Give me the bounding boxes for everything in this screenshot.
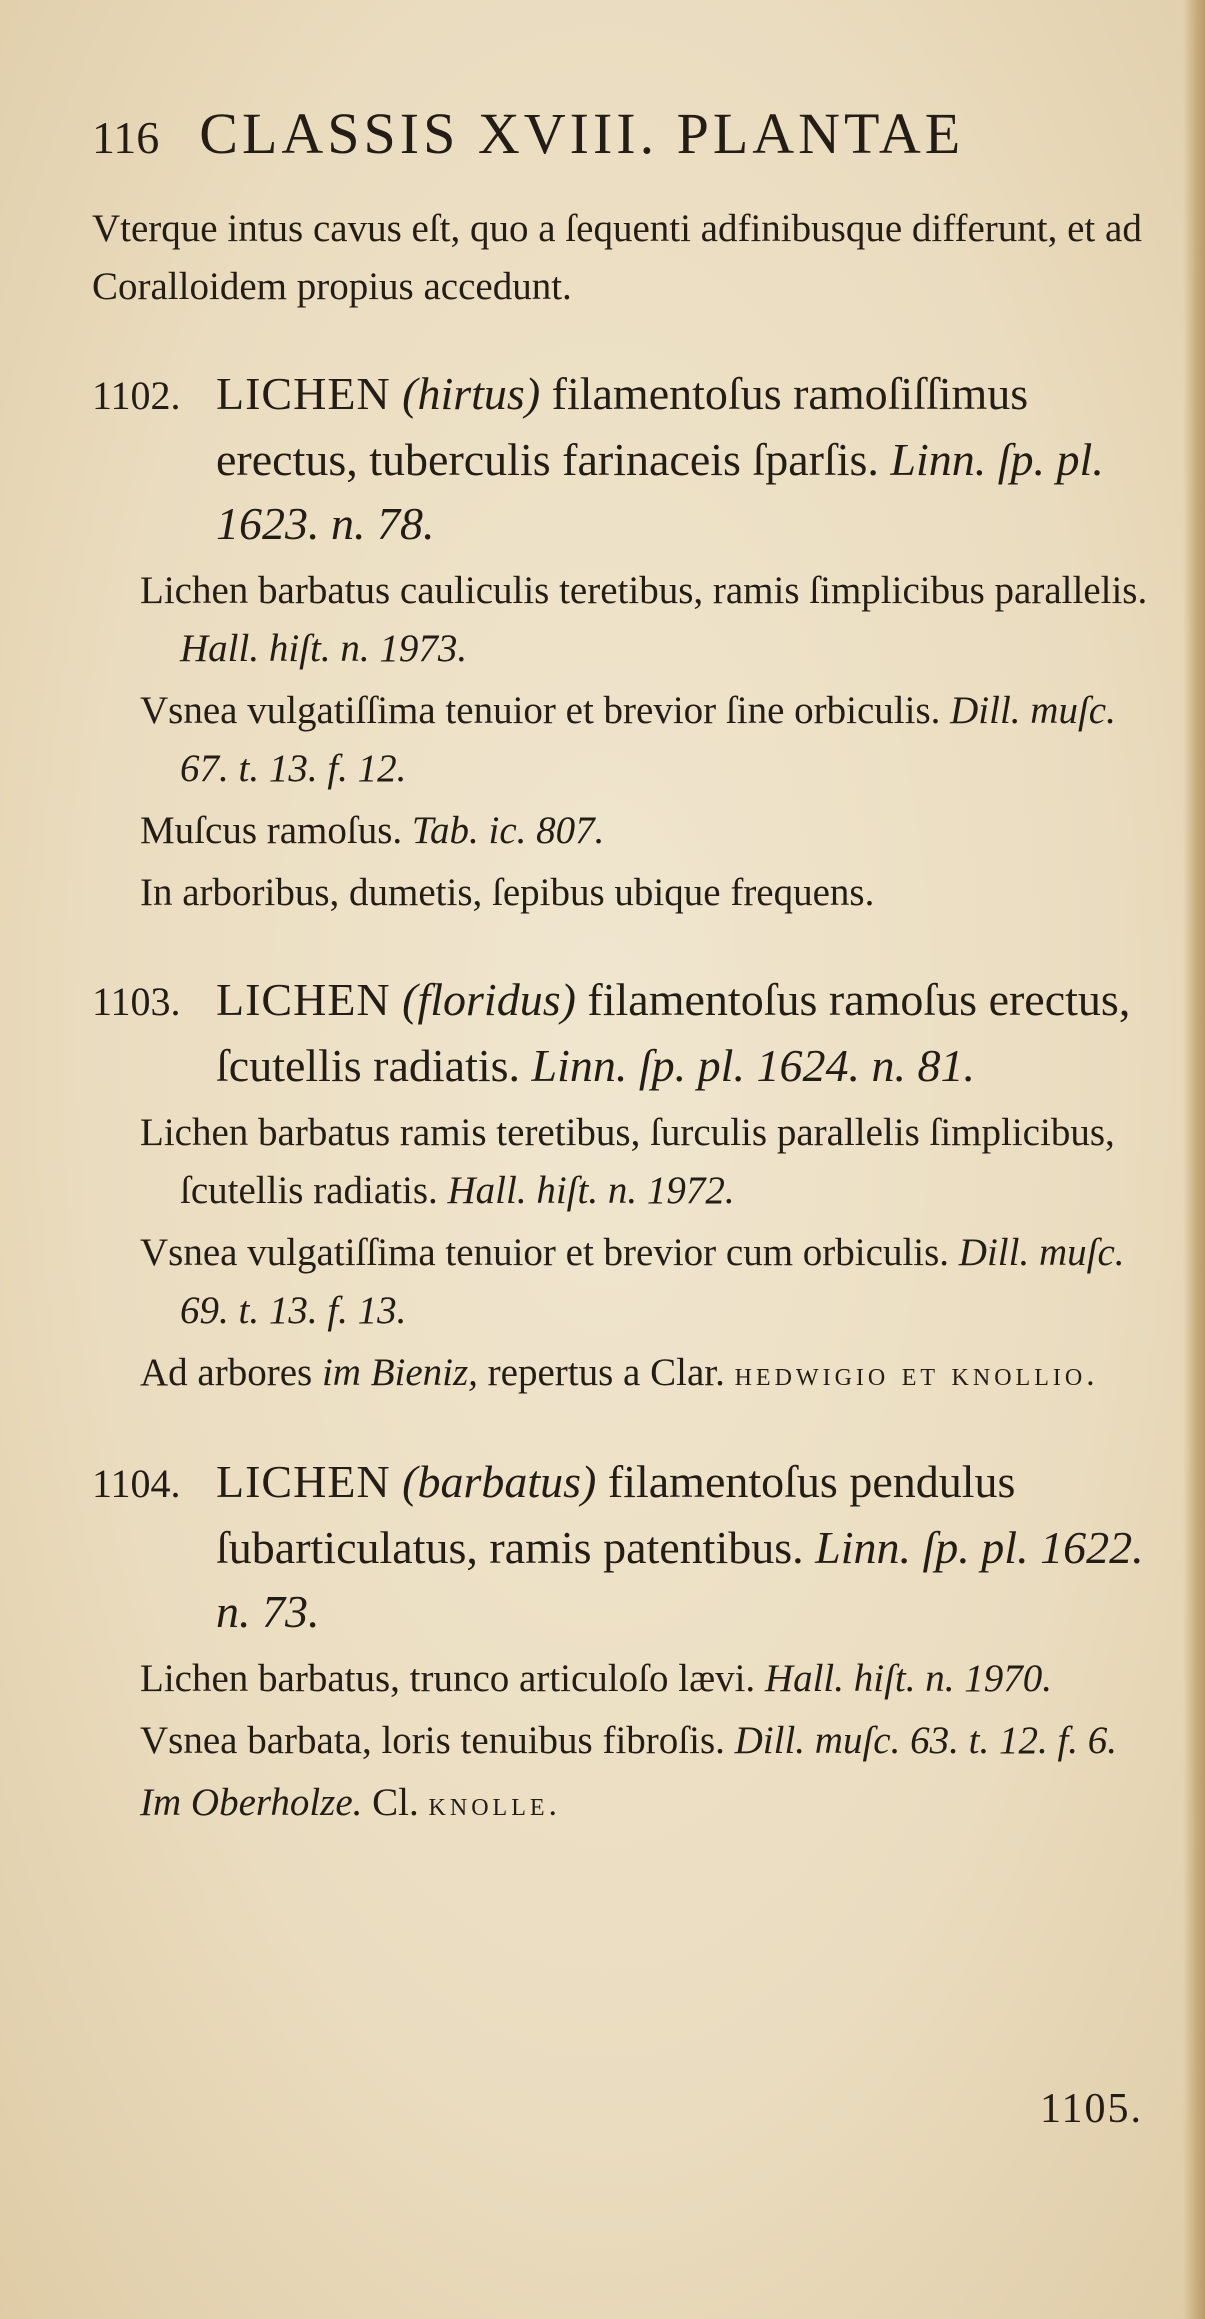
habitat-text: Ad arbores [140,1351,322,1394]
reference: Linn. ſp. pl. 1624. n. 81. [531,1040,975,1091]
entry-number: 1104. [92,1461,181,1506]
entry-number: 1103. [92,979,181,1024]
species-entry [92,968,1170,1404]
page-title: CLASSIS XVIII. PLANTAE [199,101,965,166]
synonym [92,1712,1170,1770]
habitat-text: Cl. [362,1781,429,1824]
genus-name: LICHEN [216,1456,391,1507]
reference: Linn. ſp. pl. 1622. n. 73. [216,1522,1144,1637]
synonym-text: Vsnea vulgatiſſima tenuior et brevior ſine orbiculis. [140,689,941,732]
running-head [92,100,1170,182]
synonym-text: Lichen barbatus ramis teretibus, ſurculis parallelis ſimplicibus, ſcutellis radiatis. [140,1111,1115,1212]
entry-heading [92,968,1170,1098]
synonym-text: Muſcus ramoſus. [140,809,403,852]
habitat-note [92,1774,1170,1834]
synonym-reference: Dill. muſc. 67. t. 13. f. 12. [180,689,1116,790]
entry-heading [92,1450,1170,1644]
synonym [92,1104,1170,1220]
habitat-text: In arboribus, dumetis, ſepibus ubique frequens. [140,871,875,914]
synonym [92,562,1170,678]
collector-names: hedwigio et knollio. [734,1356,1099,1393]
habitat-place: Im Oberholze. [140,1781,363,1824]
genus-name: LICHEN [216,368,391,419]
synonym-reference: Hall. hiſt. n. 1970. [764,1657,1053,1700]
reference: Linn. ſp. pl. 1623. n. 78. [216,434,1104,549]
entry-heading [92,362,1170,556]
species-epithet: (hirtus) [402,368,541,419]
habitat-place: im Bieniz, [321,1351,478,1394]
synonym-text: Vsnea barbata, loris tenuibus fibroſis. [140,1719,725,1762]
entry-number: 1102. [92,373,181,418]
diagnosis: filamentoſus pendulus ſubarticulatus, ramis patentibus. [216,1456,1016,1573]
synonym-text: Lichen barbatus, trunco articuloſo lævi. [140,1657,756,1700]
species-entry [92,1450,1170,1834]
page-number: 116 [92,112,160,163]
synonym [92,682,1170,798]
diagnosis: filamentoſus ramoſiſſimus erectus, tuberculis farinaceis ſparſis. [216,368,1029,485]
synonym-text: Vsnea vulgatiſſima tenuior et brevior cum orbiculis. [140,1231,950,1274]
species-epithet: (floridus) [402,974,576,1025]
page-edge [1183,0,1205,2319]
synonym-reference: Hall. hiſt. n. 1973. [180,627,468,670]
species-epithet: (barbatus) [402,1456,597,1507]
intro-text: Vterque intus cavus eſt, quo a ſequenti adfinibusque differunt, et ad Coralloidem propius accedunt. [92,207,1142,308]
synonym-reference: Tab. ic. 807. [411,809,605,852]
habitat-note [92,864,1170,922]
synonym [92,1650,1170,1708]
synonym-reference: Hall. hiſt. n. 1972. [447,1169,735,1212]
synonym [92,802,1170,860]
diagnosis: filamentoſus ramoſus erectus, ſcutellis radiatis. [216,974,1131,1091]
species-entry [92,362,1170,922]
collector-names: knolle. [428,1786,562,1823]
synonym-reference: Dill. muſc. 63. t. 12. f. 6. [734,1719,1118,1762]
catchword: 1105. [1040,2086,1143,2132]
synonym-text: Lichen barbatus cauliculis teretibus, ramis ſimplicibus parallelis. [140,569,1148,612]
synonym [92,1224,1170,1340]
synonym-reference: Dill. muſc. 69. t. 13. f. 13. [180,1231,1125,1332]
page-content [92,100,1170,1870]
genus-name: LICHEN [216,974,391,1025]
habitat-note [92,1344,1170,1404]
habitat-text: repertus a Clar. [477,1351,735,1394]
